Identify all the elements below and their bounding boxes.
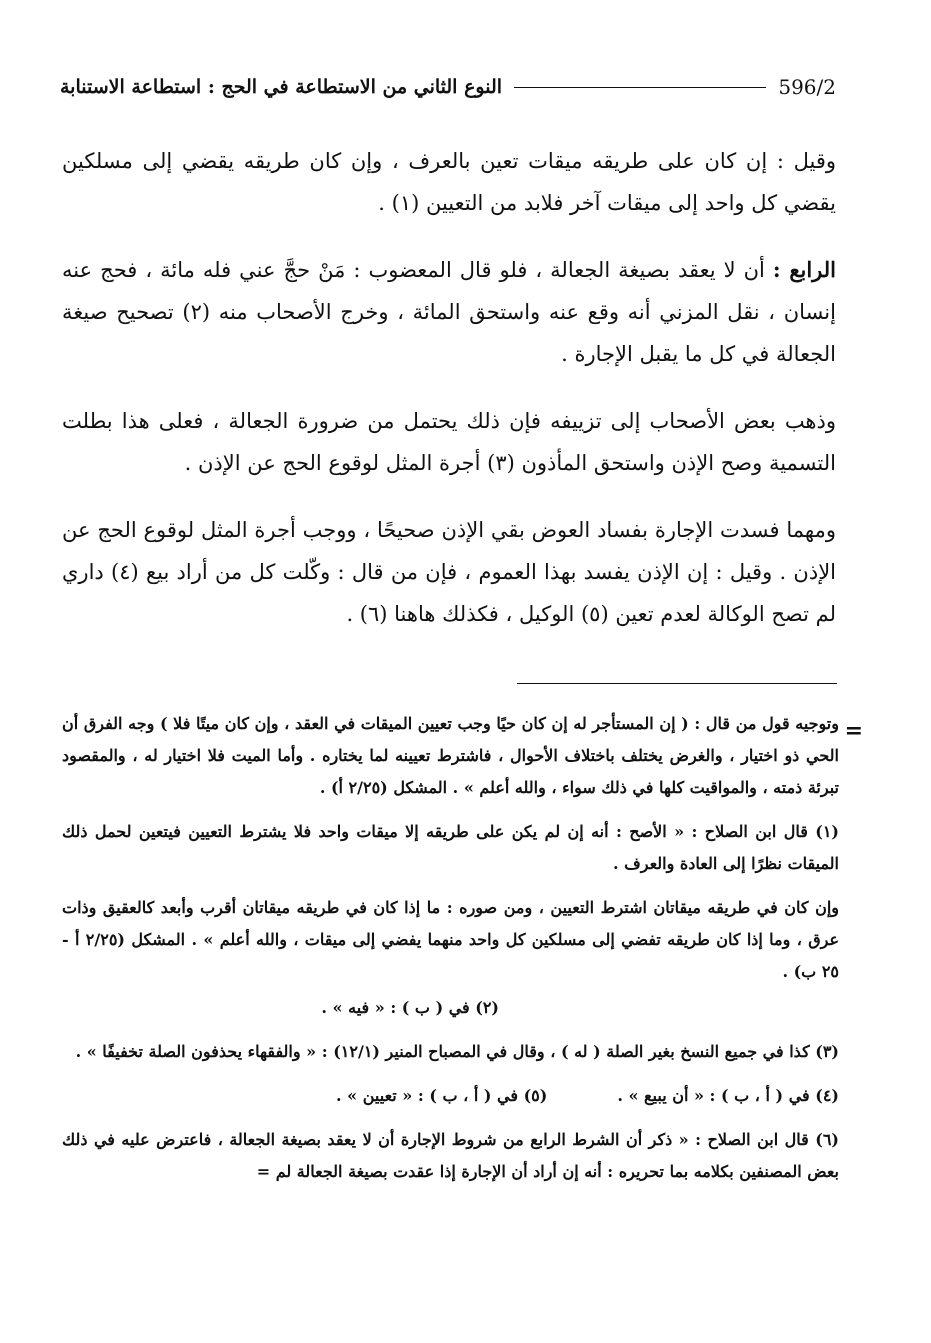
footnotes xyxy=(62,708,839,1200)
header-title: النوع الثاني من الاستطاعة في الحج : استطاعة الاستنابة xyxy=(60,76,503,98)
footnote-3: (٣) كذا في جميع النسخ بغير الصلة ( له ) ، وقال في المصباح المنير (١٢/١) : « والفقهاء يحذفون الصلة تخفيفًا » . xyxy=(75,1042,839,1061)
header-rule xyxy=(514,87,766,88)
footnote-6: (٦) قال ابن الصلاح : « ذكر أن الشرط الرابع من شروط الإجارة أن لا يعقد بصيغة الجعالة ، فاعترض عليه في ذلك بعض المصنفين بكلامه بما تحريره : أنه إن أراد أن الإجارة إذا عقدت بصيغة الجعالة لم = xyxy=(62,1130,839,1181)
footnote-5: (٥) في ( أ ، ب ) : « تعيين » . xyxy=(336,1086,548,1105)
footnote-4-5-row xyxy=(62,1080,839,1112)
footnote-4: (٤) في ( أ ، ب ) : « أن يبيع » . xyxy=(617,1086,839,1105)
paragraph-1: وقيل : إن كان على طريقه ميقات تعين بالعرف ، وإن كان طريقه يقضي إلى مسلكين يقضي كل واحد إلى ميقات آخر فلابد من التعيين (١) . xyxy=(62,149,836,215)
continuation-mark-top: = xyxy=(844,718,863,744)
footnote-1: (١) قال ابن الصلاح : « الأصح : أنه إن لم يكن على طريقه إلا ميقات واحد فلا يشترط التعيين فيتعين لحمل ذلك الميقات نظرًا إلى العادة والعرف . xyxy=(62,822,839,873)
paragraph-2-text: أن لا يعقد بصيغة الجعالة ، فلو قال المعضوب : مَنْ حجَّ عني فله مائة ، فحج عنه إنسان ، نقل المزني أنه وقع عنه واستحق المائة ، وخرج الأصحاب منه (٢) تصحيح صيغة الجعالة في كل ما يقبل الإجارة . xyxy=(62,258,836,366)
running-header xyxy=(60,70,836,104)
paragraph-4: ومهما فسدت الإجارة بفساد العوض بقي الإذن صحيحًا ، ووجب أجرة المثل لوقوع الحج عن الإذن . وقيل : إن الإذن يفسد بهذا العموم ، فإن من قال : وكّلت كل من أراد بيع (٤) داري لم تصح الوكالة لعدم تعين (٥) الوكيل ، فكذلك هاهنا (٦) . xyxy=(62,518,836,626)
paragraph-3: وذهب بعض الأصحاب إلى تزييفه فإن ذلك يحتمل من ضرورة الجعالة ، فعلى هذا بطلت التسمية وصح الإذن واستحق المأذون (٣) أجرة المثل لوقوع الحج عن الإذن . xyxy=(62,409,836,475)
paragraph-2 xyxy=(62,249,836,375)
footnote-continued: وتوجيه قول من قال : ( إن المستأجر له إن كان حيًا وجب تعيين الميقات في العقد ، وإن كان ميتًا فلا ) وجه الفرق أن الحي ذو اختيار ، والغرض يختلف باختلاف الأحوال ، فاشترط تعيينه لما يختاره . وأما الميت فلا اختيار له ، والمقصود تبرئة ذمته ، والمواقيت كلها في ذلك سواء ، والله أعلم » . المشكل (٢/٢٥ أ) . xyxy=(62,714,839,797)
footnote-2-row xyxy=(62,992,839,1024)
footnote-2: (٢) في ( ب ) : « فيه » . xyxy=(321,998,499,1017)
main-text xyxy=(62,140,836,660)
page-number: 596/2 xyxy=(778,75,836,99)
footnote-1-cont: وإن كان في طريقه ميقاتان اشترط التعيين ، ومن صوره : ما إذا كان في طريقه ميقاتان أقرب وأبعد كالعقيق وذات عرق ، وما إذا كان طريقه تفضي إلى مسلكين كل واحد منهما يفضي إلى ميقات ، والله أعلم » . المشكل (٢/٢٥ أ - ٢٥ ب) . xyxy=(62,898,839,981)
footnote-separator xyxy=(517,683,837,684)
paragraph-2-lead: الرابع : xyxy=(772,257,836,282)
